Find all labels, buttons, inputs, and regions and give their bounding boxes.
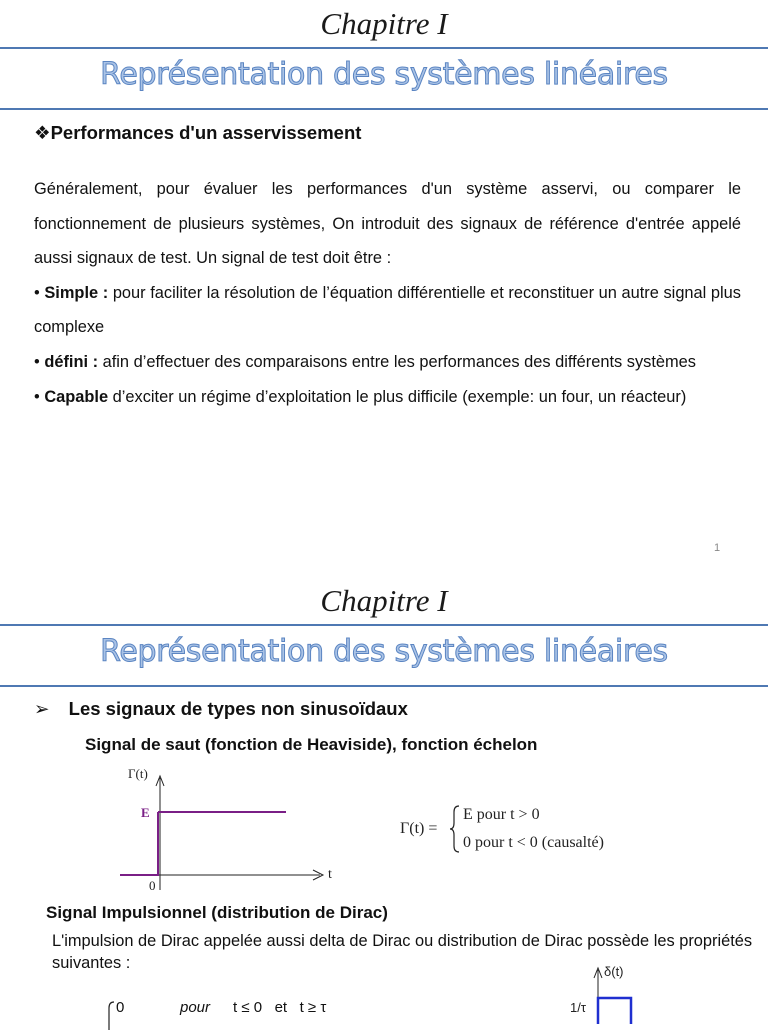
header-rule — [0, 624, 768, 626]
bullet-icon: • — [34, 352, 40, 371]
section-heading — [34, 698, 408, 720]
slide-title: Représentation des systèmes linéaires — [100, 634, 668, 669]
origin-label: 0 — [149, 878, 156, 893]
bullet-icon: • — [34, 387, 40, 406]
item-term: Simple : — [44, 283, 109, 302]
item-text: d’exciter un régime d’exploitation le plus difficile (exemple: un four, un réacteur) — [112, 387, 687, 406]
dirac-case1-pour: pour — [180, 999, 211, 1016]
section-heading — [34, 122, 361, 144]
title-rule — [0, 108, 768, 110]
section-title: Performances d'un asservissement — [50, 122, 362, 143]
item-term: Capable — [44, 387, 109, 406]
impulse-description: L'impulsion de Dirac appelée aussi delta de Dirac ou distribution de Dirac possède les propriétés suivantes : — [52, 932, 753, 972]
intro-paragraph: Généralement, pour évaluer les performances d'un système asservi, ou comparer le fonctionnement de plusieurs systèmes, On introduit des signaux de référence d'entrée appelé aussi signaux de test. Un signal de test doit être : — [34, 180, 741, 268]
step-heading: Signal de saut (fonction de Heaviside), fonction échelon — [85, 735, 538, 754]
slide-title: Représentation des systèmes linéaires — [100, 57, 668, 92]
item-text: afin d’effectuer des comparaisons entre les performances des différents systèmes — [102, 352, 696, 371]
title-rule — [0, 685, 768, 687]
list-item — [34, 276, 741, 345]
chapter-heading: Chapitre I — [320, 583, 448, 618]
x-axis-label: t — [328, 867, 332, 882]
section-title: Les signaux de types non sinusoïdaux — [68, 698, 408, 719]
chapter-heading: Chapitre I — [320, 6, 448, 41]
impulse-rectangle — [598, 998, 631, 1024]
step-formula-case2: 0 pour t < 0 (causalté) — [463, 834, 604, 851]
level-label: 1/τ — [570, 1000, 586, 1015]
level-label: E — [141, 805, 150, 820]
page-number: 1 — [714, 542, 721, 554]
dirac-case1-value: 0 — [116, 999, 125, 1016]
item-text: pour faciliter la résolution de l’équation différentielle et reconstituer un autre signal plus complexe — [34, 283, 741, 337]
left-brace-icon — [104, 1000, 116, 1030]
y-axis-label: Γ(t) — [128, 766, 148, 781]
header-rule — [0, 47, 768, 49]
arrow-bullet-icon: ➢ — [34, 698, 50, 719]
step-formula-case1: E pour t > 0 — [463, 806, 540, 823]
list-item — [34, 380, 741, 415]
item-term: défini : — [44, 352, 99, 371]
list-item — [34, 345, 741, 380]
slide1-body — [34, 172, 741, 414]
y-axis-label: δ(t) — [604, 964, 624, 979]
dirac-impulse-plot — [560, 958, 650, 1024]
left-brace-icon — [448, 804, 462, 854]
step-formula-lhs: Γ(t) = — [400, 820, 438, 837]
diamond-bullet-icon: ❖ — [34, 122, 51, 143]
dirac-case1-condition: t ≤ 0 et t ≥ τ — [233, 999, 327, 1016]
bullet-icon: • — [34, 283, 40, 302]
step-function-plot — [118, 764, 348, 894]
impulse-heading: Signal Impulsionnel (distribution de Dirac) — [46, 903, 388, 922]
